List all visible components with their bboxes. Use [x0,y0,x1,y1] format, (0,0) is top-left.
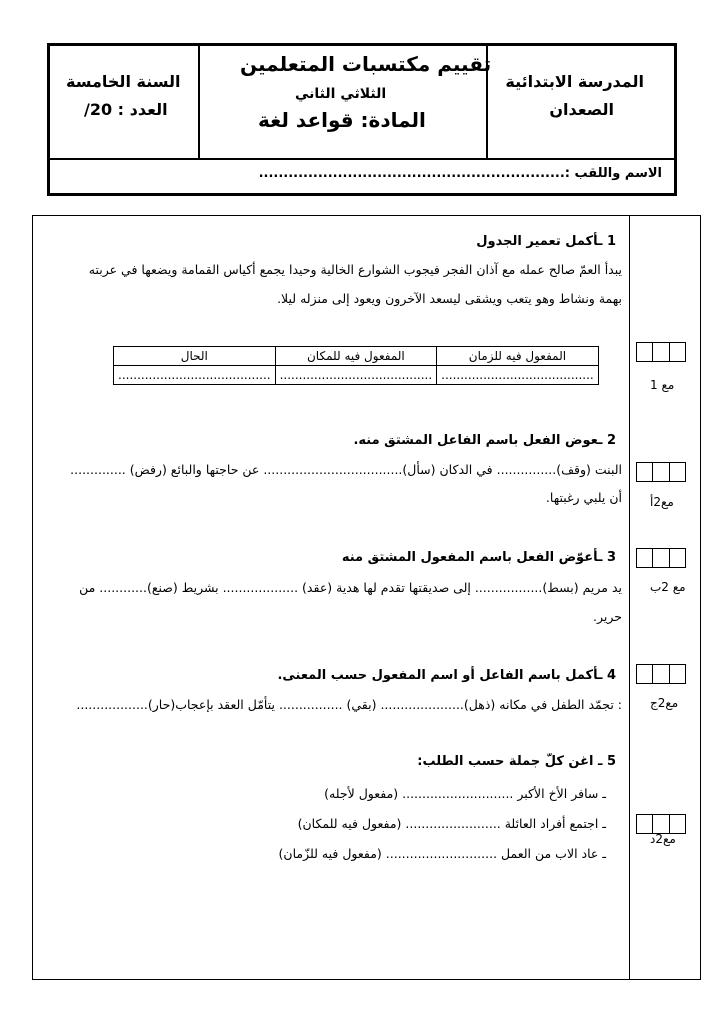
q4-text-line1: : تجمّد الطفل في مكانه (ذهل)..................... (بقي) ................ يتأمّل العقد بإعجاب(حار).................. [76,697,622,712]
q4-title: 4 ـأكمل باسم الفاعل أو اسم المفعول حسب المعنى. [277,668,616,683]
q5-item-3: ـ عاد الاب من العمل ............................ (مفعول فيه للزّمان) [278,846,606,861]
questions-frame [32,215,701,980]
q1-table-answer-row [114,366,599,385]
q4-score-box[interactable] [636,664,686,684]
q1-table-header-row [114,347,599,366]
q1-table [113,346,599,385]
subject: المادة: قواعد لغة [258,108,426,132]
grade-level: السنة الخامسة [66,72,181,91]
q3-text-line1: يد مريم (بسط)................. إلى صديقتها تقدم لها هدية (عقد) ................... بشريط (صنع)............ من [79,580,622,595]
q5-criterion: مع2د [650,832,676,846]
q1-col-place: المفعول فيه للمكان [275,347,437,366]
q1-answer-hal[interactable]: ........................................ [114,366,276,385]
q1-text-line1: يبدأ العمّ صالح عمله مع آذان الفجر فيجوب الشوارع الخالية وحيدا يجمع أكياس القمامة ويضعها في عربته [88,262,622,277]
q2-text-line2: أن يلبي رغبتها. [545,490,622,505]
header-divider-left [198,46,200,158]
school-name: المدرسة الابتدائية [505,72,644,91]
q1-col-time: المفعول فيه للزمان [437,347,599,366]
q5-item-2: ـ اجتمع أفراد العائلة ........................ (مفعول فيه للمكان) [297,816,606,831]
q1-score-box[interactable] [636,342,686,362]
q1-answer-time[interactable]: ........................................ [437,366,599,385]
exam-title: تقييم مكتسبات المتعلمين [240,52,492,76]
header-divider-bottom [50,158,674,160]
total-score: العدد : 20/ [84,100,168,119]
q1-text-line2: بهمة ونشاط وهو يتعب ويشقى ليسعد الآخرون ويعود إلى منزله ليلا. [277,291,622,306]
q3-score-box[interactable] [636,548,686,568]
term: الثلاثي الثاني [295,86,387,102]
q2-criterion: مع2أ [650,495,674,509]
q2-score-box[interactable] [636,462,686,482]
q5-score-box[interactable] [636,814,686,834]
q1-criterion: مع 1 [650,378,675,392]
q4-criterion: مع2ج [650,696,679,710]
q2-text-line1: البنت (وقف)............... في الدكان (سأل)................................... عن حاجتها والبائع (رفض) .............. [70,462,622,477]
name-field[interactable]: الاسم واللقب :.............................................................. [258,166,662,181]
q3-text-line2: حرير. [593,609,622,624]
q1-col-hal: الحال [114,347,276,366]
q5-item-1: ـ سافر الأخ الأكبر ............................ (مفعول لأجله) [324,786,606,801]
q5-title: 5 ـ اغن كلّ جملة حسب الطلب: [417,754,616,769]
q1-answer-place[interactable]: ........................................ [275,366,437,385]
q1-title: 1 ـأكمل تعمير الجدول [476,234,616,249]
q2-title: 2 ـعوض الفعل باسم الفاعل المشتق منه. [353,433,616,448]
q3-criterion: مع 2ب [650,580,686,594]
school-place: الصعدان [549,100,614,119]
score-column-divider [629,216,630,979]
q3-title: 3 ـأعوّض الفعل باسم المفعول المشتق منه [341,550,616,565]
exam-header [47,43,677,196]
